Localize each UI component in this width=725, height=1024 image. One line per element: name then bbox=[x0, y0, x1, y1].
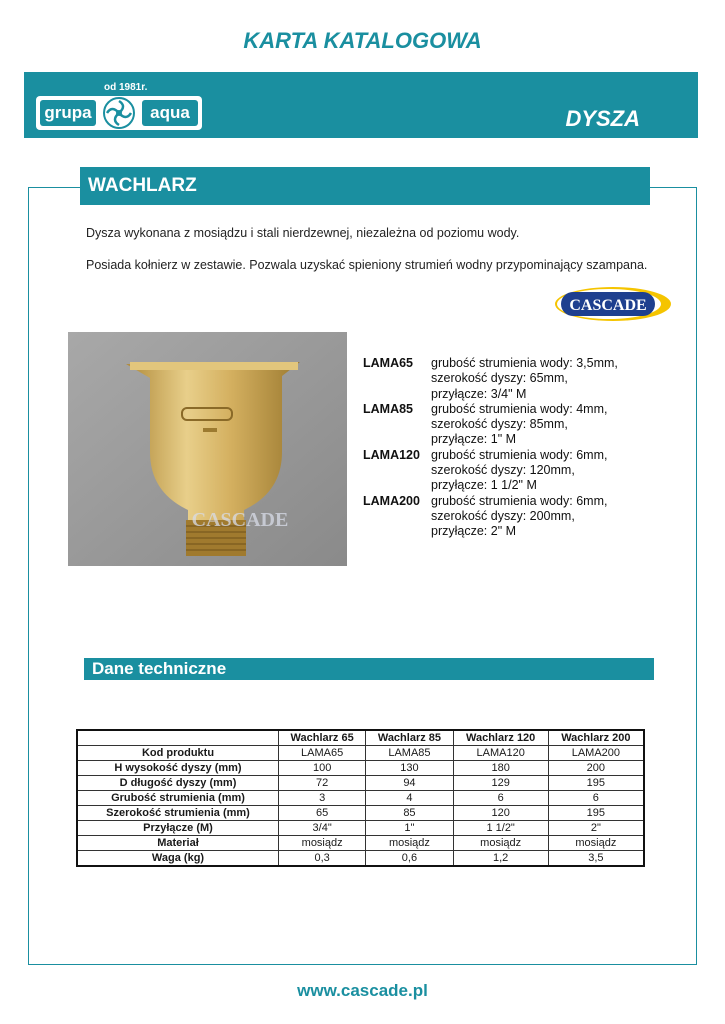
table-row bbox=[77, 806, 644, 821]
table-header: Wachlarz 120 bbox=[453, 730, 548, 746]
variant-spec-line: przyłącze: 3/4" M bbox=[431, 386, 527, 401]
table-cell: mosiądz bbox=[548, 836, 644, 851]
table-header: Wachlarz 85 bbox=[366, 730, 453, 746]
variant-spec bbox=[363, 356, 618, 402]
table-cell: mosiądz bbox=[279, 836, 366, 851]
table-cell: 195 bbox=[548, 776, 644, 791]
variant-spec-line: grubość strumienia wody: 4mm, bbox=[431, 401, 608, 416]
document-title: KARTA KATALOGOWA bbox=[243, 28, 482, 53]
table-row bbox=[77, 836, 644, 851]
variant-code: LAMA85 bbox=[363, 401, 414, 416]
table-cell: 3,5 bbox=[548, 851, 644, 867]
variant-code: LAMA65 bbox=[363, 356, 414, 370]
variant-spec bbox=[363, 448, 618, 494]
variant-spec bbox=[363, 402, 618, 448]
table-cell: 100 bbox=[279, 761, 366, 776]
table-cell: 6 bbox=[548, 791, 644, 806]
row-label: H wysokość dyszy (mm) bbox=[77, 761, 279, 776]
table-cell: 6 bbox=[453, 791, 548, 806]
table-cell: 130 bbox=[366, 761, 453, 776]
table-cell: 200 bbox=[548, 761, 644, 776]
table-cell: LAMA200 bbox=[548, 746, 644, 761]
table-cell: 85 bbox=[366, 806, 453, 821]
variant-spec-line: szerokość dyszy: 200mm, bbox=[431, 508, 575, 523]
variant-spec-line: grubość strumienia wody: 6mm, bbox=[431, 447, 608, 462]
table-row bbox=[77, 746, 644, 761]
logo-since-text: od 1981r. bbox=[104, 82, 148, 93]
table-cell: LAMA120 bbox=[453, 746, 548, 761]
grupa-aqua-logo bbox=[36, 82, 206, 128]
logo-word-aqua: aqua bbox=[142, 100, 198, 126]
table-header-row bbox=[77, 730, 644, 746]
variant-spec bbox=[363, 494, 618, 540]
header-bar bbox=[24, 72, 698, 138]
product-description-1: Dysza wykonana z mosiądzu i stali nierdzewnej, niezależna od poziomu wody. bbox=[86, 226, 520, 240]
table-row bbox=[77, 851, 644, 867]
variant-spec-line: grubość strumienia wody: 3,5mm, bbox=[431, 356, 618, 370]
product-name-bar: WACHLARZ bbox=[80, 167, 650, 205]
table-cell: mosiądz bbox=[366, 836, 453, 851]
table-cell: 3/4" bbox=[279, 821, 366, 836]
variant-spec-list bbox=[363, 356, 618, 540]
variant-spec-line: szerokość dyszy: 85mm, bbox=[431, 417, 568, 432]
row-label: Kod produktu bbox=[77, 746, 279, 761]
table-cell: 0,6 bbox=[366, 851, 453, 867]
photo-watermark: CASCADE bbox=[191, 509, 289, 531]
table-cell: 1" bbox=[366, 821, 453, 836]
table-cell: 72 bbox=[279, 776, 366, 791]
table-cell: 94 bbox=[366, 776, 453, 791]
table-cell: 0,3 bbox=[279, 851, 366, 867]
row-label: Szerokość strumienia (mm) bbox=[77, 806, 279, 821]
row-label: D długość dyszy (mm) bbox=[77, 776, 279, 791]
row-label: Grubość strumienia (mm) bbox=[77, 791, 279, 806]
variant-spec-line: szerokość dyszy: 120mm, bbox=[431, 463, 575, 478]
variant-spec-line: grubość strumienia wody: 6mm, bbox=[431, 493, 608, 508]
table-row bbox=[77, 761, 644, 776]
table-row bbox=[77, 821, 644, 836]
variant-spec-line: przyłącze: 2" M bbox=[431, 524, 517, 539]
category-label: DYSZA bbox=[565, 106, 640, 131]
row-label: Materiał bbox=[77, 836, 279, 851]
table-cell: 195 bbox=[548, 806, 644, 821]
variant-code: LAMA120 bbox=[363, 447, 420, 462]
table-header: Wachlarz 65 bbox=[279, 730, 366, 746]
variant-spec-line: przyłącze: 1" M bbox=[431, 432, 517, 447]
table-header: Wachlarz 200 bbox=[548, 730, 644, 746]
product-description-2: Posiada kołnierz w zestawie. Pozwala uzyskać spieniony strumień wodny przypominający szampana. bbox=[86, 258, 648, 272]
table-row bbox=[77, 776, 644, 791]
table-cell: 1,2 bbox=[453, 851, 548, 867]
logo-box bbox=[36, 96, 202, 130]
table-cell: 65 bbox=[279, 806, 366, 821]
table-cell: LAMA85 bbox=[366, 746, 453, 761]
row-label: Przyłącze (M) bbox=[77, 821, 279, 836]
row-label: Waga (kg) bbox=[77, 851, 279, 867]
tech-data-table bbox=[76, 729, 645, 867]
table-cell: mosiądz bbox=[453, 836, 548, 851]
tech-data-heading: Dane techniczne bbox=[84, 658, 654, 680]
table-cell: 180 bbox=[453, 761, 548, 776]
table-cell: 4 bbox=[366, 791, 453, 806]
footer-website-link[interactable]: www.cascade.pl bbox=[297, 981, 428, 1000]
table-cell: 2" bbox=[548, 821, 644, 836]
cascade-logo-text: CASCADE bbox=[569, 297, 647, 314]
swirl-icon bbox=[100, 96, 138, 130]
variant-spec-line: szerokość dyszy: 65mm, bbox=[431, 371, 568, 386]
table-cell: 120 bbox=[453, 806, 548, 821]
table-cell: 3 bbox=[279, 791, 366, 806]
table-cell: LAMA65 bbox=[279, 746, 366, 761]
table-cell: 129 bbox=[453, 776, 548, 791]
table-cell: 1 1/2" bbox=[453, 821, 548, 836]
table-header-empty bbox=[77, 730, 279, 746]
variant-code: LAMA200 bbox=[363, 493, 420, 508]
table-row bbox=[77, 791, 644, 806]
logo-word-grupa: grupa bbox=[40, 100, 96, 126]
variant-spec-line: przyłącze: 1 1/2" M bbox=[431, 478, 537, 493]
product-photo bbox=[68, 332, 347, 566]
cascade-logo bbox=[553, 285, 673, 323]
